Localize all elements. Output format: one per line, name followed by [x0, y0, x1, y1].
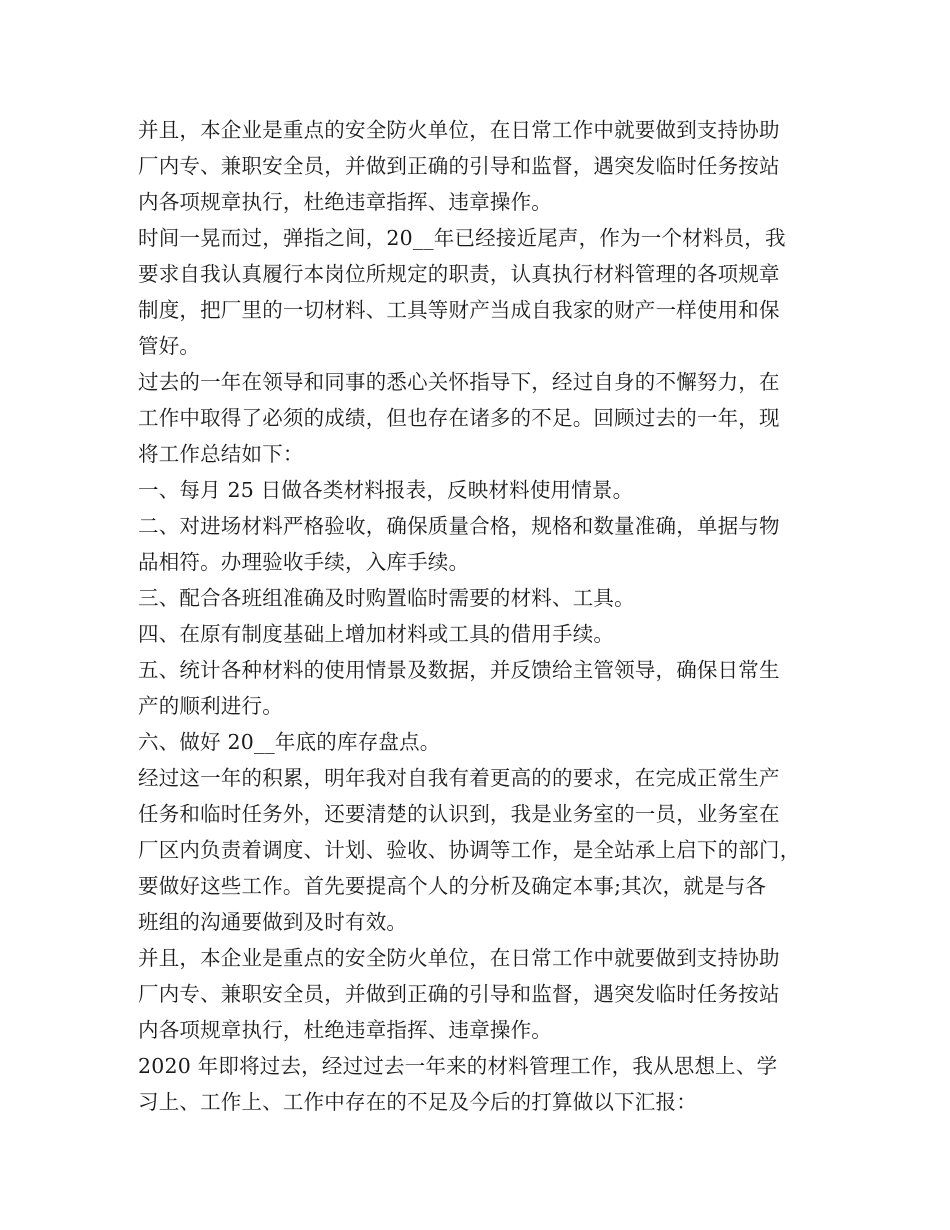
- text-line: 并且，本企业是重点的安全防火单位，在日常工作中就要做到支持协助: [138, 946, 780, 970]
- text-line: 管好。: [138, 334, 201, 358]
- text-line: 产的顺利进行。: [138, 694, 283, 718]
- list-item: 六、做好 20__年底的库存盘点。: [138, 730, 441, 754]
- list-item: 二、对进场材料严格验收，确保质量合格，规格和数量准确，单据与物: [138, 514, 780, 538]
- document-body: [138, 112, 818, 1120]
- text-line: 制度，把厂里的一切材料、工具等财产当成自我家的财产一样使用和保: [138, 298, 780, 322]
- text-line: 2020 年即将过去，经过过去一年来的材料管理工作，我从思想上、学: [138, 1054, 778, 1078]
- text-line: 习上、工作上、工作中存在的不足及今后的打算做以下汇报：: [138, 1090, 697, 1114]
- text-line: 经过这一年的积累，明年我对自我有着更高的的要求，在完成正常生产: [138, 766, 780, 790]
- text-line: 工作中取得了必须的成绩，但也存在诸多的不足。回顾过去的一年，现: [138, 406, 780, 430]
- list-item: 五、统计各种材料的使用情景及数据，并反馈给主管领导，确保日常生: [138, 658, 780, 682]
- text-line: 内各项规章执行，杜绝违章指挥、违章操作。: [138, 1018, 552, 1042]
- text-line: 班组的沟通要做到及时有效。: [138, 910, 408, 934]
- list-item: 四、在原有制度基础上增加材料或工具的借用手续。: [138, 622, 615, 646]
- text-line: 厂内专、兼职安全员，并做到正确的引导和监督，遇突发临时任务按站: [138, 982, 780, 1006]
- text-line: 过去的一年在领导和同事的悉心关怀指导下，经过自身的不懈努力，在: [138, 370, 780, 394]
- list-item: 三、配合各班组准确及时购置临时需要的材料、工具。: [138, 586, 635, 610]
- text-line: 要求自我认真履行本岗位所规定的职责，认真执行材料管理的各项规章: [138, 262, 780, 286]
- text-line: 将工作总结如下：: [138, 442, 304, 466]
- text-line: 并且，本企业是重点的安全防火单位，在日常工作中就要做到支持协助: [138, 118, 780, 142]
- text-line: 厂区内负责着调度、计划、验收、协调等工作，是全站承上启下的部门，: [138, 838, 801, 862]
- text-line: 厂内专、兼职安全员，并做到正确的引导和监督，遇突发临时任务按站: [138, 154, 780, 178]
- text-line: 时间一晃而过，弹指之间，20__年已经接近尾声，作为一个材料员，我: [138, 226, 786, 250]
- text-line: 品相符。办理验收手续，入库手续。: [138, 550, 470, 574]
- text-line: 内各项规章执行，杜绝违章指挥、违章操作。: [138, 190, 552, 214]
- text-line: 要做好这些工作。首先要提高个人的分析及确定本事;其次，就是与各: [138, 874, 767, 898]
- list-item: 一、每月 25 日做各类材料报表，反映材料使用情景。: [138, 478, 634, 502]
- text-line: 任务和临时任务外，还要清楚的认识到，我是业务室的一员，业务室在: [138, 802, 780, 826]
